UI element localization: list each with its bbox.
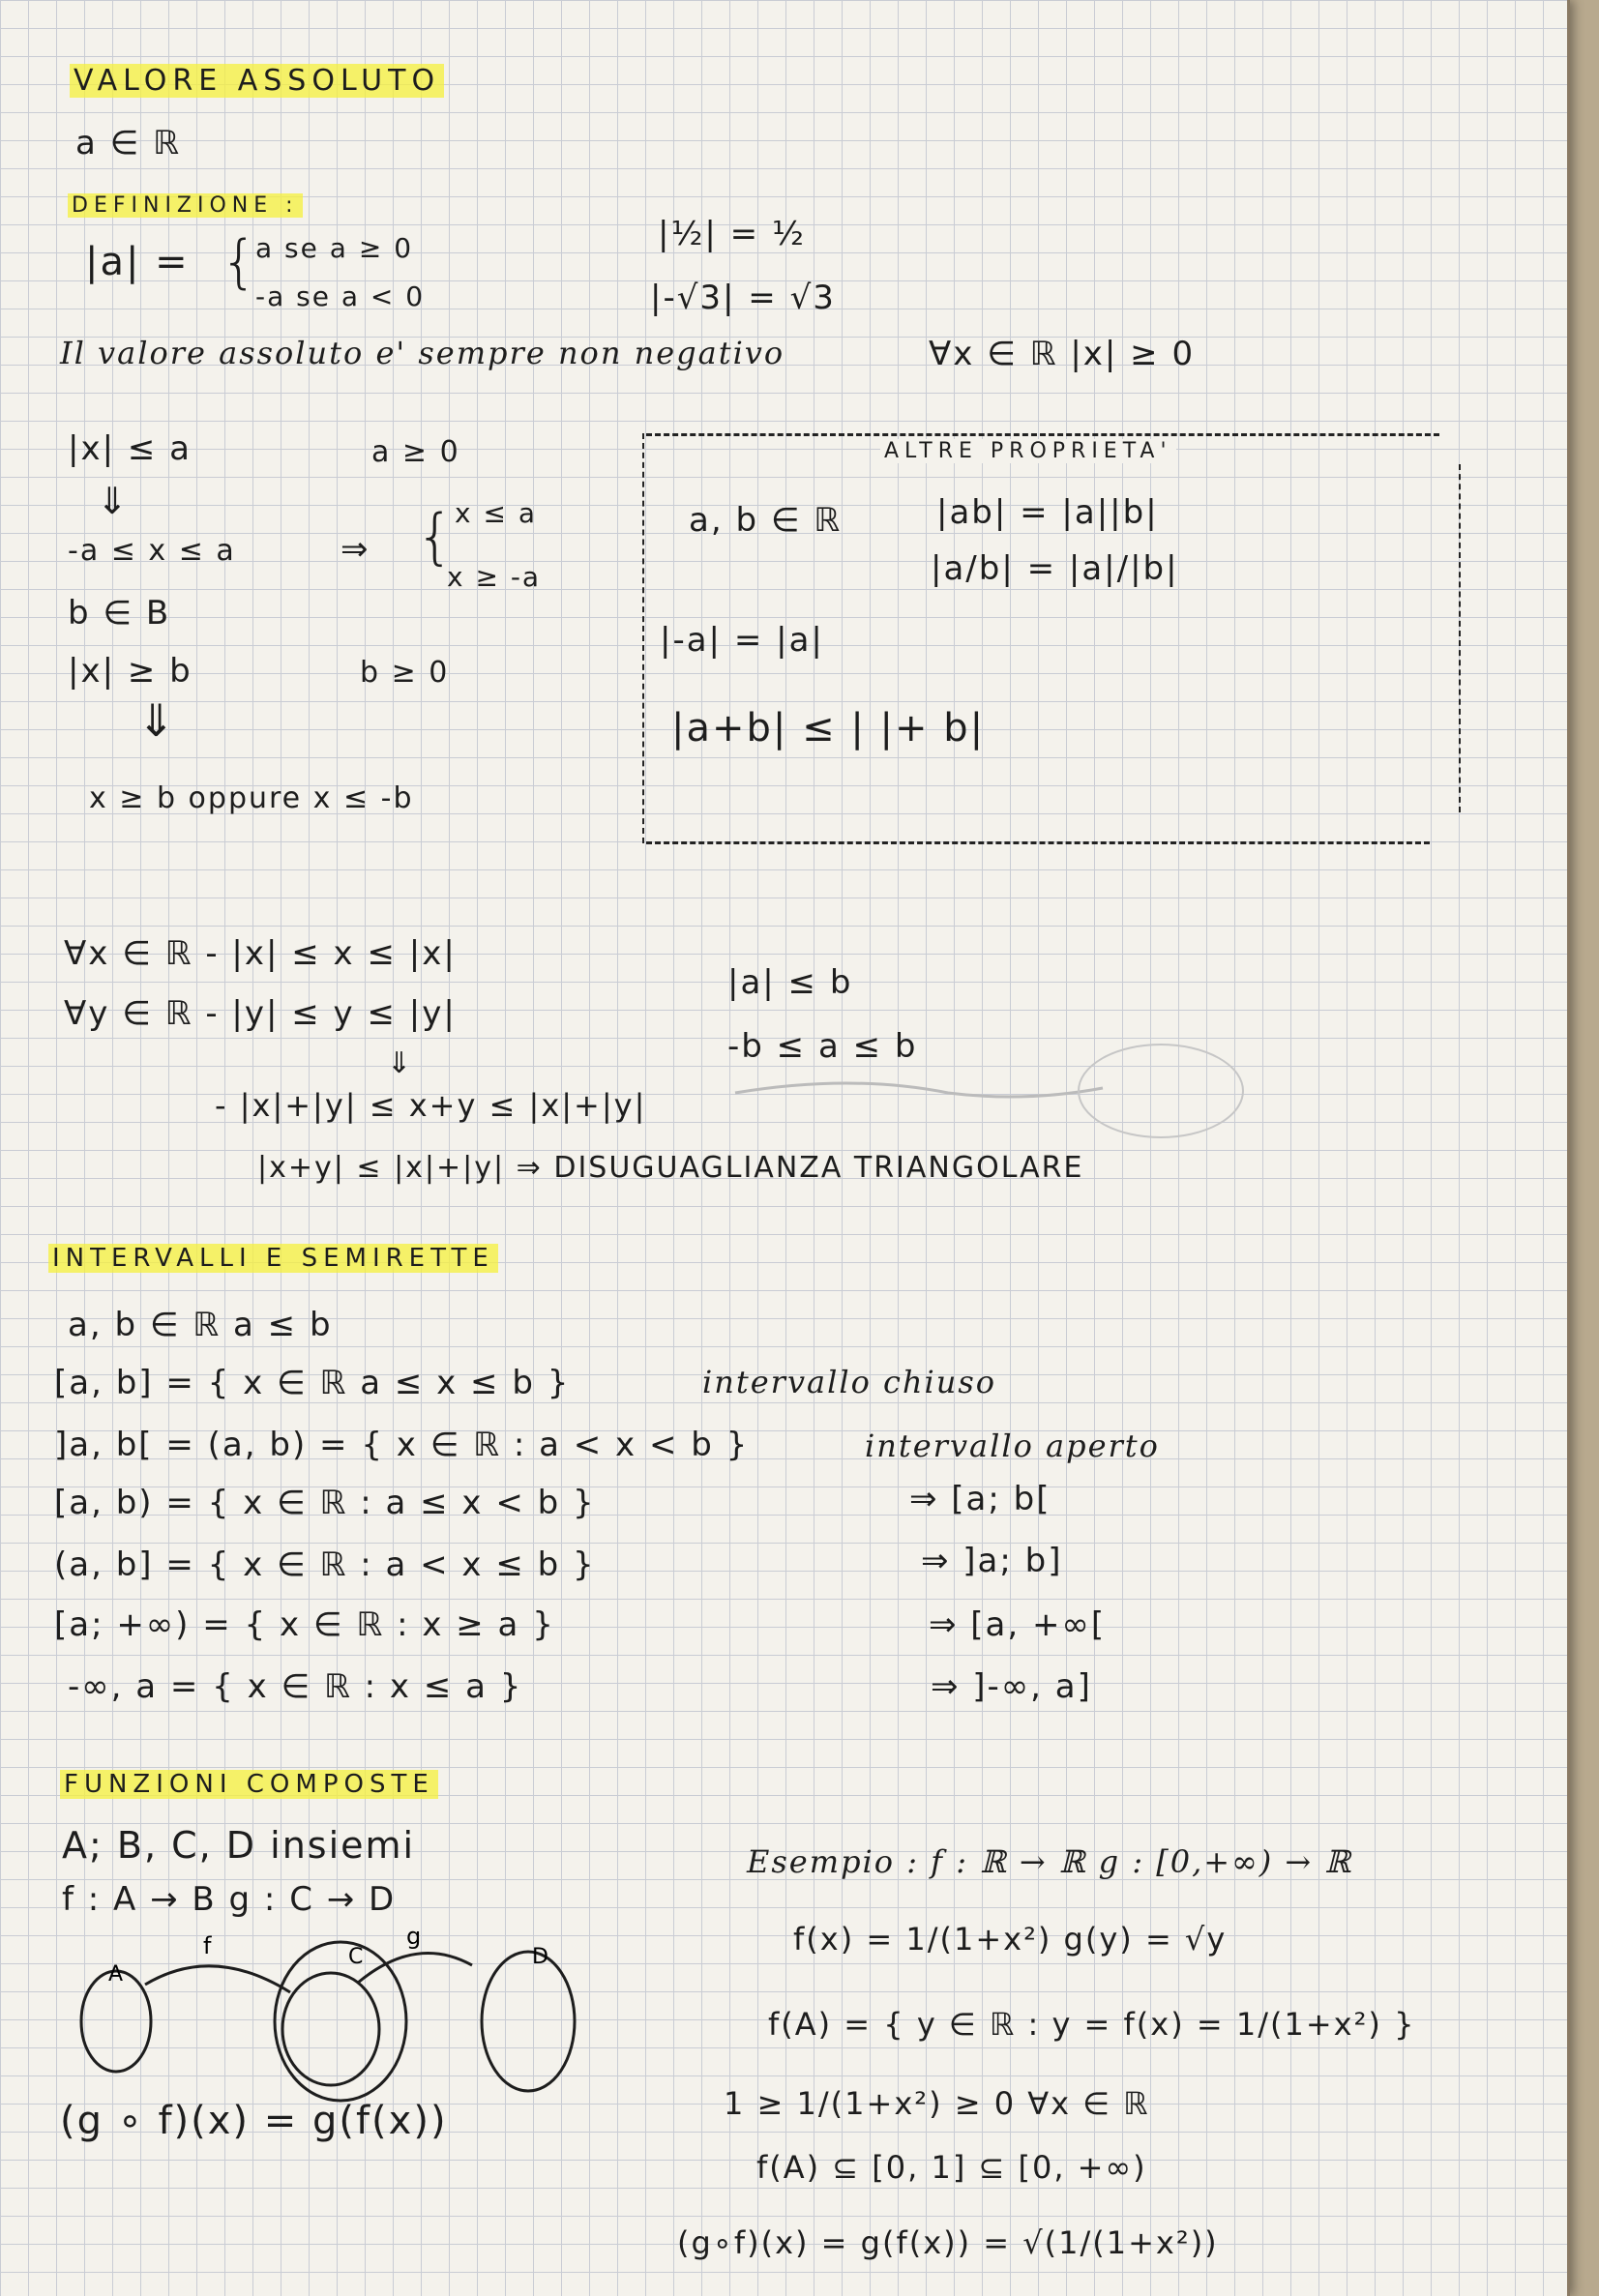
- comp-ex4: 1 ≥ 1/(1+x²) ≥ 0 ∀x ∈ ℝ: [724, 2085, 1150, 2122]
- box-right: [1459, 464, 1461, 812]
- arrow-f: [145, 1966, 290, 1992]
- example-half: |½| = ½: [658, 215, 806, 253]
- box-top-dash: [646, 433, 1439, 436]
- prop-l4b: b ≥ 0: [360, 656, 450, 690]
- prop-l1b: a ≥ 0: [371, 435, 460, 469]
- section-title-composte: FUNZIONI COMPOSTE: [60, 1770, 438, 1799]
- int-l1: [a, b] = { x ∈ ℝ a ≤ x ≤ b }: [54, 1364, 571, 1402]
- label-g: g: [406, 1925, 422, 1950]
- int-l3: [a, b) = { x ∈ ℝ : a ≤ x < b }: [54, 1484, 596, 1522]
- int-l6: -∞, a = { x ∈ ℝ : x ≤ a }: [68, 1667, 523, 1706]
- prop-l2: -a ≤ x ≤ a: [68, 534, 236, 568]
- tri-l2: ∀y ∈ ℝ - |y| ≤ y ≤ |y|: [64, 994, 457, 1033]
- int-l0: a, b ∈ ℝ a ≤ b: [68, 1306, 333, 1344]
- comp-ex3: f(A) = { y ∈ ℝ : y = f(x) = 1/(1+x²) }: [768, 2006, 1416, 2043]
- int-l2: ]a, b[ = (a, b) = { x ∈ ℝ : a < x < b }: [54, 1426, 750, 1464]
- brace-2: {: [416, 501, 457, 572]
- comp-ex6: (g∘f)(x) = g(f(x)) = √(1/(1+x²)): [677, 2224, 1219, 2261]
- box-bottom-dash: [646, 841, 1430, 844]
- note-formula: ∀x ∈ ℝ |x| ≥ 0: [929, 335, 1196, 373]
- down-arrow-1: ⇓: [97, 480, 130, 522]
- prop-l5: x ≥ b oppure x ≤ -b: [89, 781, 414, 815]
- int-l4: (a, b] = { x ∈ ℝ : a < x ≤ b }: [54, 1545, 596, 1584]
- altre-title: ALTRE PROPRIETA': [880, 439, 1176, 463]
- composition-diagram: [68, 1925, 590, 2118]
- def-case2: -a se a < 0: [255, 280, 426, 312]
- set-C-ellipse: [275, 1942, 406, 2101]
- section-title-valore-assoluto: VALORE ASSOLUTO: [70, 64, 444, 98]
- label-A: A: [108, 1962, 124, 1987]
- arrow-g: [358, 1954, 472, 1983]
- note-non-negativo: Il valore assoluto e' sempre non negativo: [60, 335, 785, 371]
- label-f: f: [203, 1932, 212, 1959]
- tri-arrow: ⇓: [387, 1046, 414, 1080]
- comp-formula: (g ∘ f)(x) = g(f(x)): [60, 2099, 448, 2143]
- set-D-ellipse: [482, 1952, 575, 2091]
- tri-r2: -b ≤ a ≤ b: [727, 1027, 918, 1066]
- prop-l3: b ∈ B: [68, 594, 171, 633]
- sys2: x ≥ -a: [447, 561, 542, 593]
- altre-r2: |a/b| = |a|/|b|: [931, 549, 1179, 588]
- label-D: D: [532, 1945, 548, 1969]
- set-B-ellipse: [282, 1973, 379, 2085]
- altre-r3: |-a| = |a|: [660, 621, 824, 660]
- altre-r1b: |ab| = |a||b|: [936, 493, 1159, 532]
- tri-l4: |x+y| ≤ |x|+|y| ⇒ DISUGUAGLIANZA TRIANGOLARE: [257, 1151, 1084, 1185]
- sys1: x ≤ a: [455, 497, 537, 529]
- comp-ex5: f(A) ⊆ [0, 1] ⊆ [0, +∞): [756, 2149, 1147, 2186]
- implies: ⇒: [341, 530, 370, 569]
- section-title-intervalli: INTERVALLI E SEMIRETTE: [48, 1244, 498, 1273]
- box-left: [642, 433, 644, 843]
- down-arrow-2: ⇓: [137, 694, 177, 747]
- comp-ex1: Esempio : f : ℝ → ℝ g : [0,+∞) → ℝ: [747, 1843, 1352, 1880]
- comp-ex2: f(x) = 1/(1+x²) g(y) = √y: [793, 1921, 1228, 1957]
- tri-l3: - |x|+|y| ≤ x+y ≤ |x|+|y|: [215, 1087, 647, 1124]
- int-l4r: ⇒ ]a; b]: [921, 1542, 1063, 1580]
- prop-l4: |x| ≥ b: [68, 652, 192, 691]
- int-l5: [a; +∞) = { x ∈ ℝ : x ≥ a }: [54, 1605, 555, 1644]
- altre-r4: |a+b| ≤ | |+ b|: [671, 706, 986, 751]
- prop-l1: |x| ≤ a: [68, 429, 192, 468]
- tri-r1: |a| ≤ b: [727, 963, 853, 1002]
- altre-r1a: a, b ∈ ℝ: [689, 501, 843, 540]
- comp-l1: A; B, C, D insiemi: [62, 1824, 416, 1867]
- int-l5r: ⇒ [a, +∞[: [929, 1605, 1107, 1644]
- comp-l2: f : A → B g : C → D: [62, 1880, 397, 1919]
- int-l1-note: intervallo chiuso: [702, 1364, 997, 1400]
- int-l3r: ⇒ [a; b[: [909, 1480, 1051, 1518]
- label-C: C: [348, 1945, 364, 1969]
- brace: {: [221, 228, 260, 296]
- a-in-R: a ∈ ℝ: [75, 124, 181, 162]
- tri-l1: ∀x ∈ ℝ - |x| ≤ x ≤ |x|: [64, 934, 457, 973]
- def-case1: a se a ≥ 0: [255, 232, 414, 264]
- example-sqrt3: |-√3| = √3: [650, 279, 836, 317]
- def-lhs: |a| =: [85, 240, 190, 284]
- int-l2-note: intervallo aperto: [865, 1428, 1160, 1464]
- int-l6r: ⇒ ]-∞, a]: [931, 1667, 1092, 1706]
- definizione-label: DEFINIZIONE :: [68, 193, 303, 218]
- faded-scribble: [716, 1025, 1258, 1151]
